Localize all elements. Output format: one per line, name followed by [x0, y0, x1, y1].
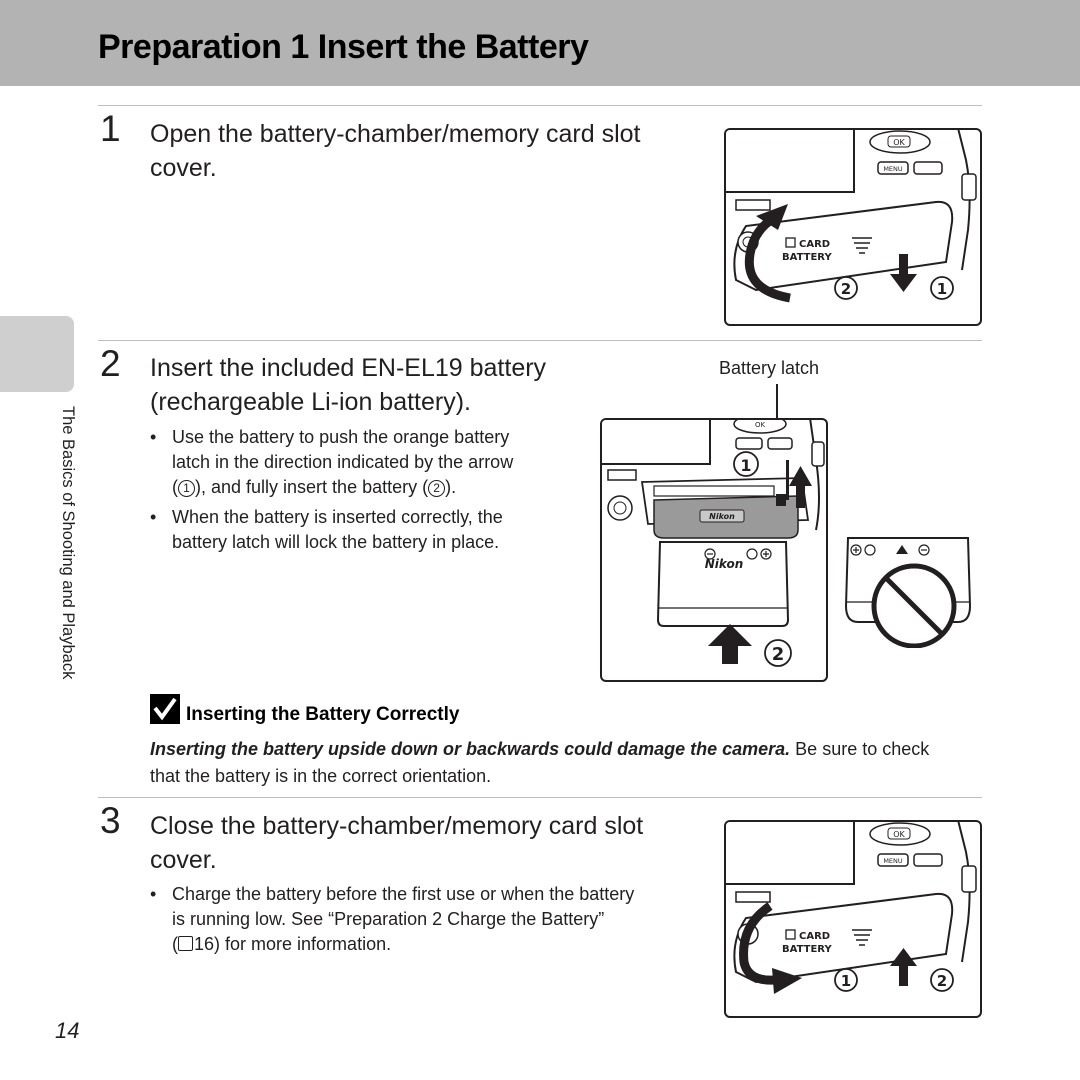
step-2-illustration [600, 418, 828, 682]
step-1-illustration [724, 128, 982, 326]
note-title: Inserting the Battery Correctly [186, 704, 460, 725]
step-3-title: Close the battery-chamber/memory card slot cover. [150, 812, 644, 874]
marker-2: 2 [936, 972, 948, 990]
ok-label: OK [893, 138, 905, 147]
battery-label: BATTERY [782, 252, 832, 263]
section-tab [0, 316, 74, 392]
battery-latch-label: Battery latch [719, 358, 820, 378]
page-header [0, 0, 1080, 86]
step-1-title: Open the battery-chamber/memory card slot cover. [150, 120, 641, 182]
menu-label: MENU [883, 165, 903, 173]
marker-2: 2 [771, 644, 785, 665]
battery-label: BATTERY [782, 944, 832, 955]
ok-label: OK [754, 421, 766, 429]
wrong-orientation-illustration [842, 536, 974, 648]
brand-label: Nikon [704, 557, 744, 571]
card-label: CARD [799, 931, 831, 942]
step-2-number: 2 [100, 343, 121, 384]
note-rest: Be sure to check that the battery is in the correct orientation. [150, 739, 930, 786]
bullet-dot: • [150, 507, 157, 527]
step-3-number: 3 [100, 800, 121, 841]
section-tab-label: The Basics of Shooting and Playback [59, 406, 77, 680]
check-icon [150, 694, 180, 724]
ok-label: OK [893, 830, 905, 839]
circled-1-icon: 1 [178, 480, 195, 497]
page-title: Preparation 1 Insert the Battery [98, 28, 589, 66]
marker-2: 2 [840, 280, 852, 298]
note-emphasis: Inserting the battery upside down or backwards could damage the camera. [150, 739, 791, 759]
bullet-dot: • [150, 427, 157, 447]
step-2-title: Insert the included EN-EL19 battery (rechargeable Li-ion battery). [150, 354, 547, 416]
step-3-illustration [724, 820, 982, 1018]
page-number: 14 [55, 1018, 80, 1043]
divider [98, 105, 982, 106]
step-1-number: 1 [100, 108, 121, 149]
divider [98, 340, 982, 341]
divider [98, 797, 982, 798]
marker-1: 1 [740, 456, 752, 475]
step-2-bullet-1: • Use the battery to push the orange battery latch in the direction indicated by the arrow ( 1 ), and fully insert the battery ( 2 ). [150, 427, 514, 497]
step-3-bullet-1: • Charge the battery before the first use or when the battery is running low. See “Preparation 2 Charge the Battery” ( 16) for more information. [150, 884, 635, 954]
page-reference-icon [178, 936, 193, 951]
marker-1: 1 [936, 280, 948, 298]
bullet-dot: • [150, 884, 157, 904]
menu-label: MENU [883, 857, 903, 865]
note-body [150, 736, 962, 790]
step-2-bullet-2: • When the battery is inserted correctly, the battery latch will lock the battery in place. [150, 507, 503, 552]
marker-1: 1 [840, 972, 852, 990]
circled-2-icon: 2 [428, 480, 445, 497]
card-label: CARD [799, 239, 831, 250]
brand-label: Nikon [709, 512, 735, 521]
